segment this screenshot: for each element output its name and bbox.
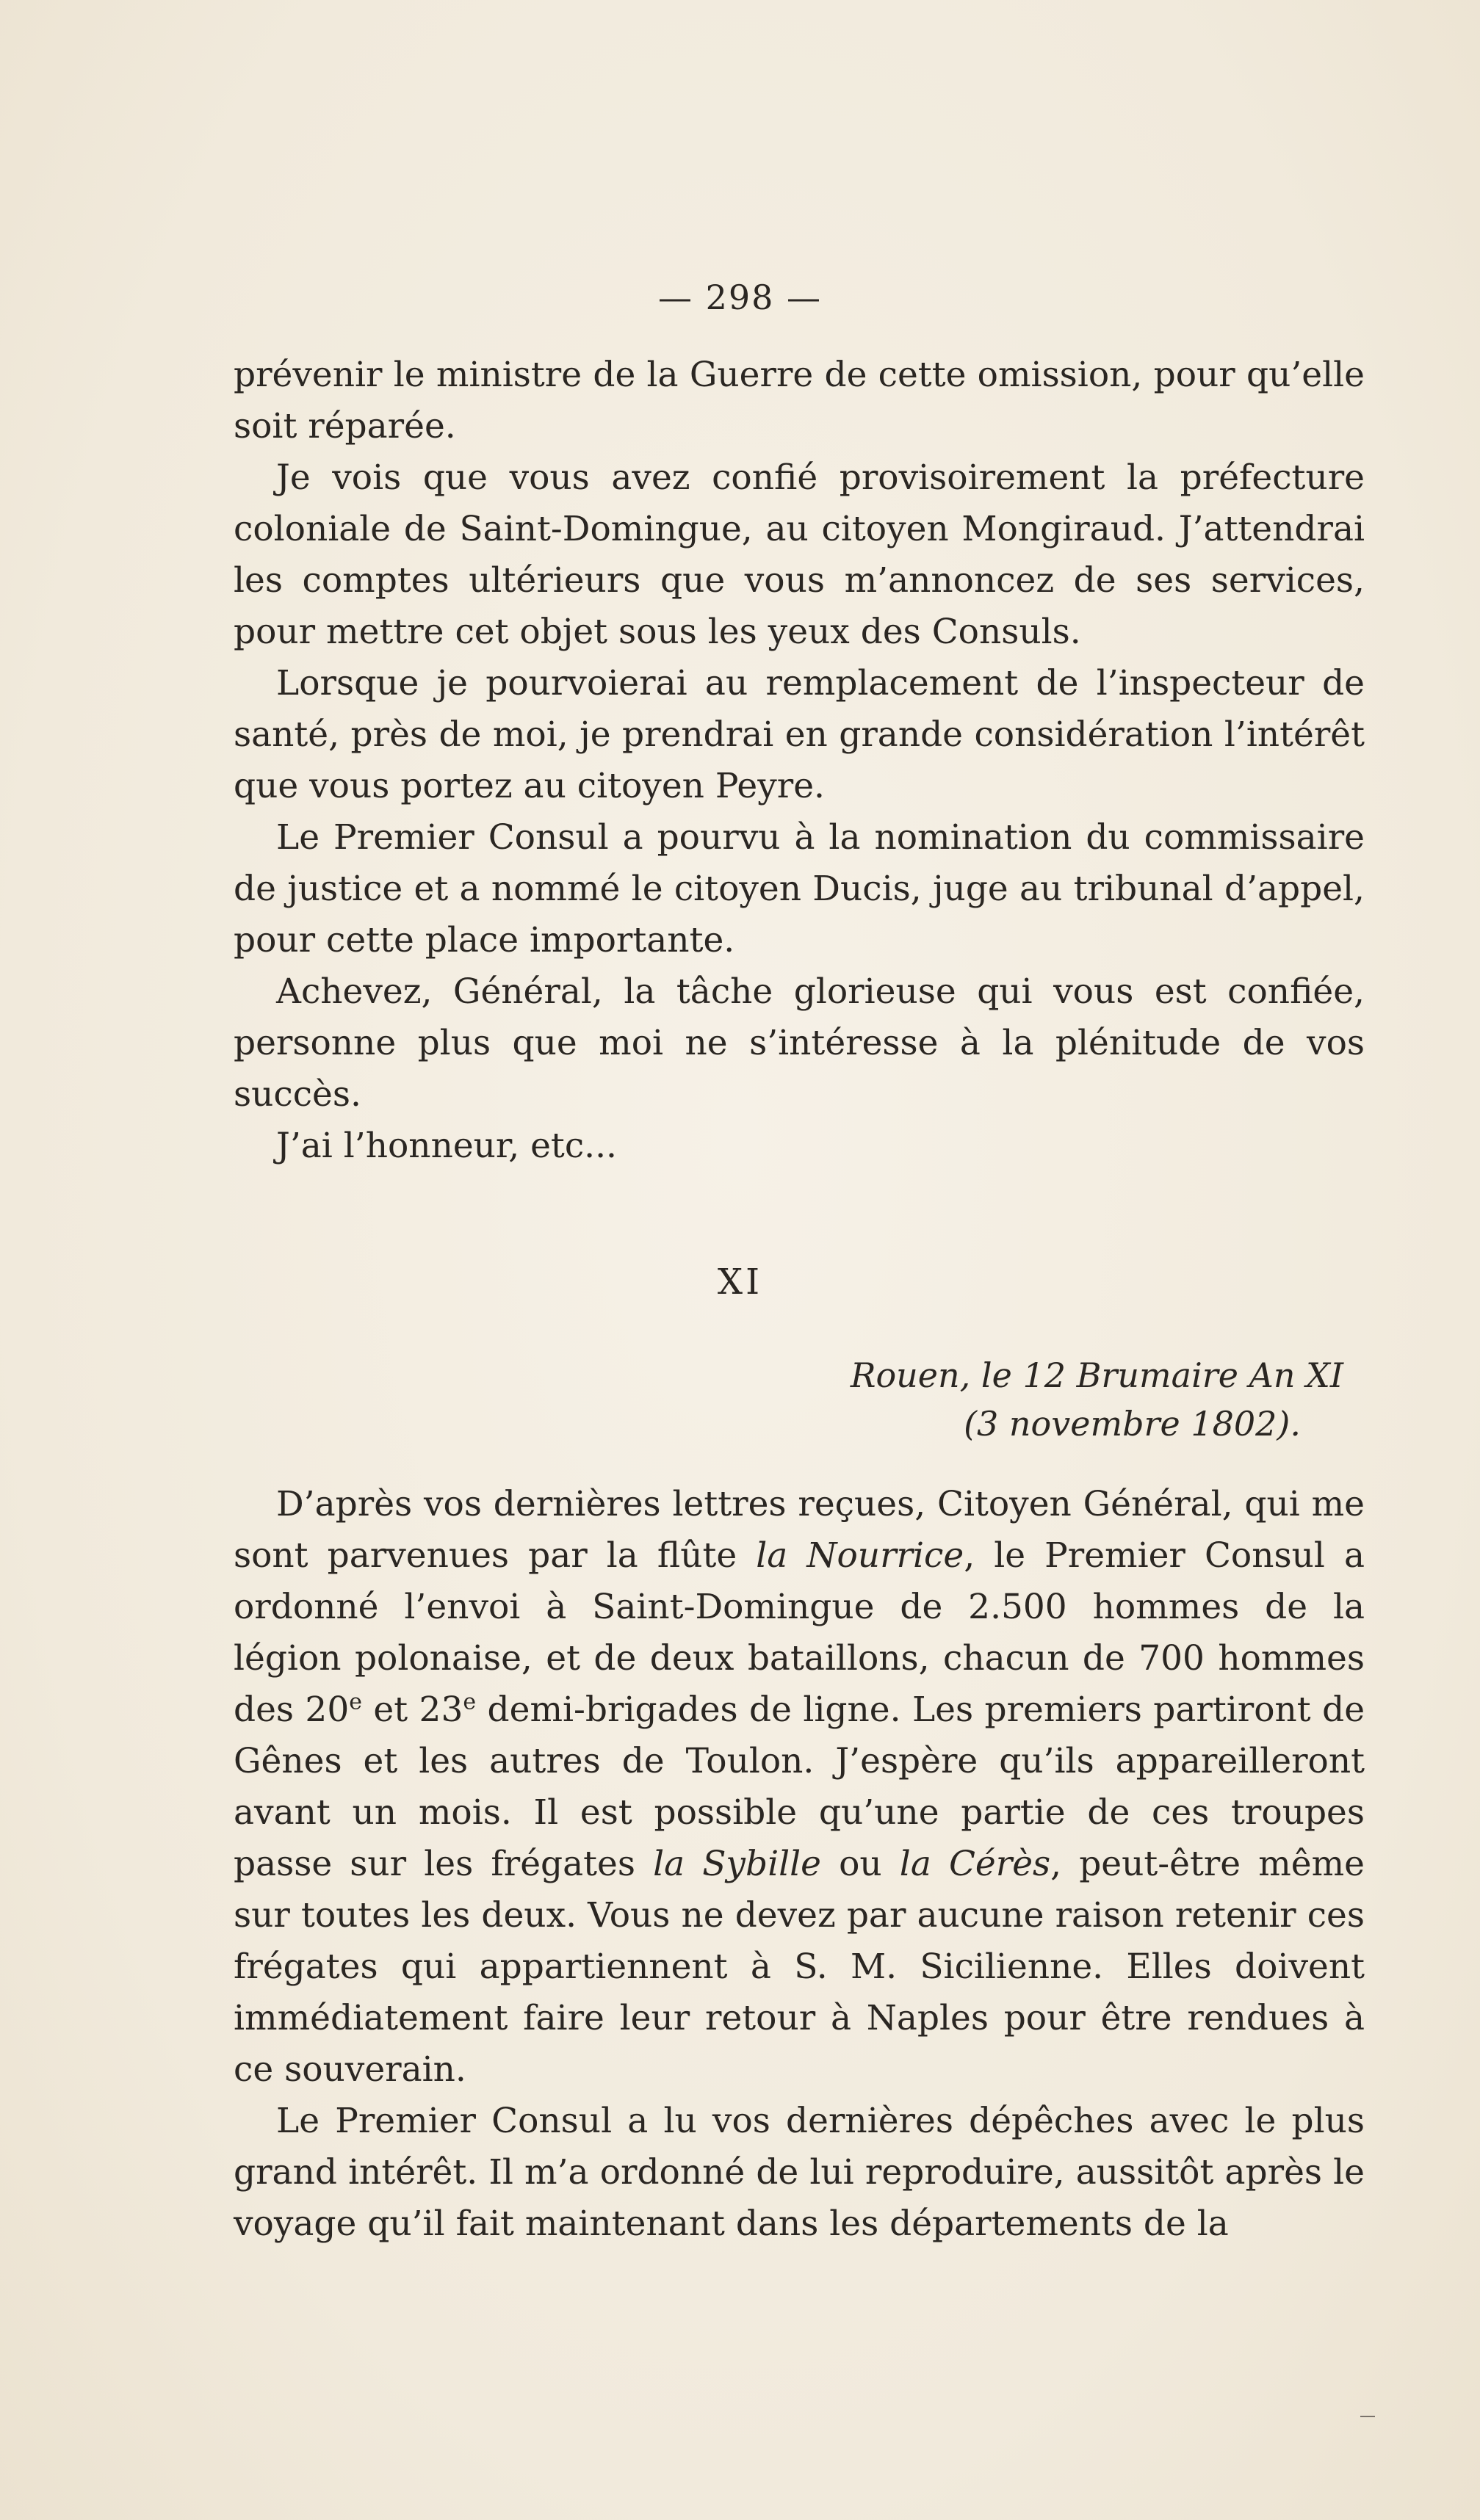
page-end-mark: [1360, 2416, 1375, 2417]
frigate-name: la Sybille: [653, 1844, 821, 1884]
letter-continuation: [234, 350, 1365, 1172]
dateline-gregorian-date: (3 novembre 1802).: [964, 1404, 1301, 1444]
paragraph: Le Premier Consul a lu vos dernières dépêches avec le plus grand intérêt. Il m’a ordonné de lui reproduire, aussitôt après le voyage qu’il fait maintenant dans les départements de la: [234, 2101, 1365, 2244]
dateline-place-date: Rouen, le 12 Brumaire An XI: [850, 1355, 1343, 1395]
paragraph: Le Premier Consul a pourvu à la nomination du commissaire de justice et a nommé le citoyen Ducis, juge au tribunal d’appel, pour cette place importante.: [234, 817, 1365, 960]
paragraph: D’après vos dernières lettres reçues, Citoyen Général, qui me sont parvenues par la flûte la Nourrice, le Premier Consul a ordonné l’envoi à Saint-Domingue de 2.500 hommes de la légion polonaise, et de deux bataillons, chacun de 700 hommes des 20e et 23e demi-brigades de ligne. Les premiers partiront de Gênes et les autres de Toulon. J’espère qu’ils appareilleront avant un mois. Il est possible qu’une partie de ces troupes passe sur les frégates la Sybille ou la Cérès, peut-être même sur toutes les deux. Vous ne devez par aucune raison retenir ces frégates qui appartiennent à S. M. Sicilienne. Elles doivent immédiatement faire leur retour à Naples pour être rendues à ce souverain.: [234, 1484, 1365, 2090]
letter-body: [234, 1479, 1365, 2250]
ship-name: la Nourrice: [756, 1535, 964, 1576]
dateline: [851, 1351, 1343, 1448]
closing-formula: J’ai l’honneur, etc...: [276, 1126, 617, 1166]
frigate-name: la Cérès: [899, 1844, 1051, 1884]
paragraph: Je vois que vous avez confié provisoirement la préfecture coloniale de Saint-Domingue, au citoyen Mongiraud. J’attendrai les comptes ultérieurs que vous m’annoncez de ses services, pour mettre cet objet sous les yeux des Consuls.: [234, 457, 1365, 652]
paragraph: Lorsque je pourvoierai au remplacement de l’inspecteur de santé, près de moi, je prendrai en grande considération l’intérêt que vous portez au citoyen Peyre.: [234, 663, 1365, 806]
section-heading: XI: [717, 1261, 763, 1303]
paragraph: prévenir le ministre de la Guerre de cette omission, pour qu’elle soit réparée.: [234, 355, 1365, 446]
page-number: — 298 —: [657, 278, 823, 317]
paragraph: Achevez, Général, la tâche glorieuse qui vous est confiée, personne plus que moi ne s’intéresse à la plénitude de vos succès.: [234, 971, 1365, 1115]
